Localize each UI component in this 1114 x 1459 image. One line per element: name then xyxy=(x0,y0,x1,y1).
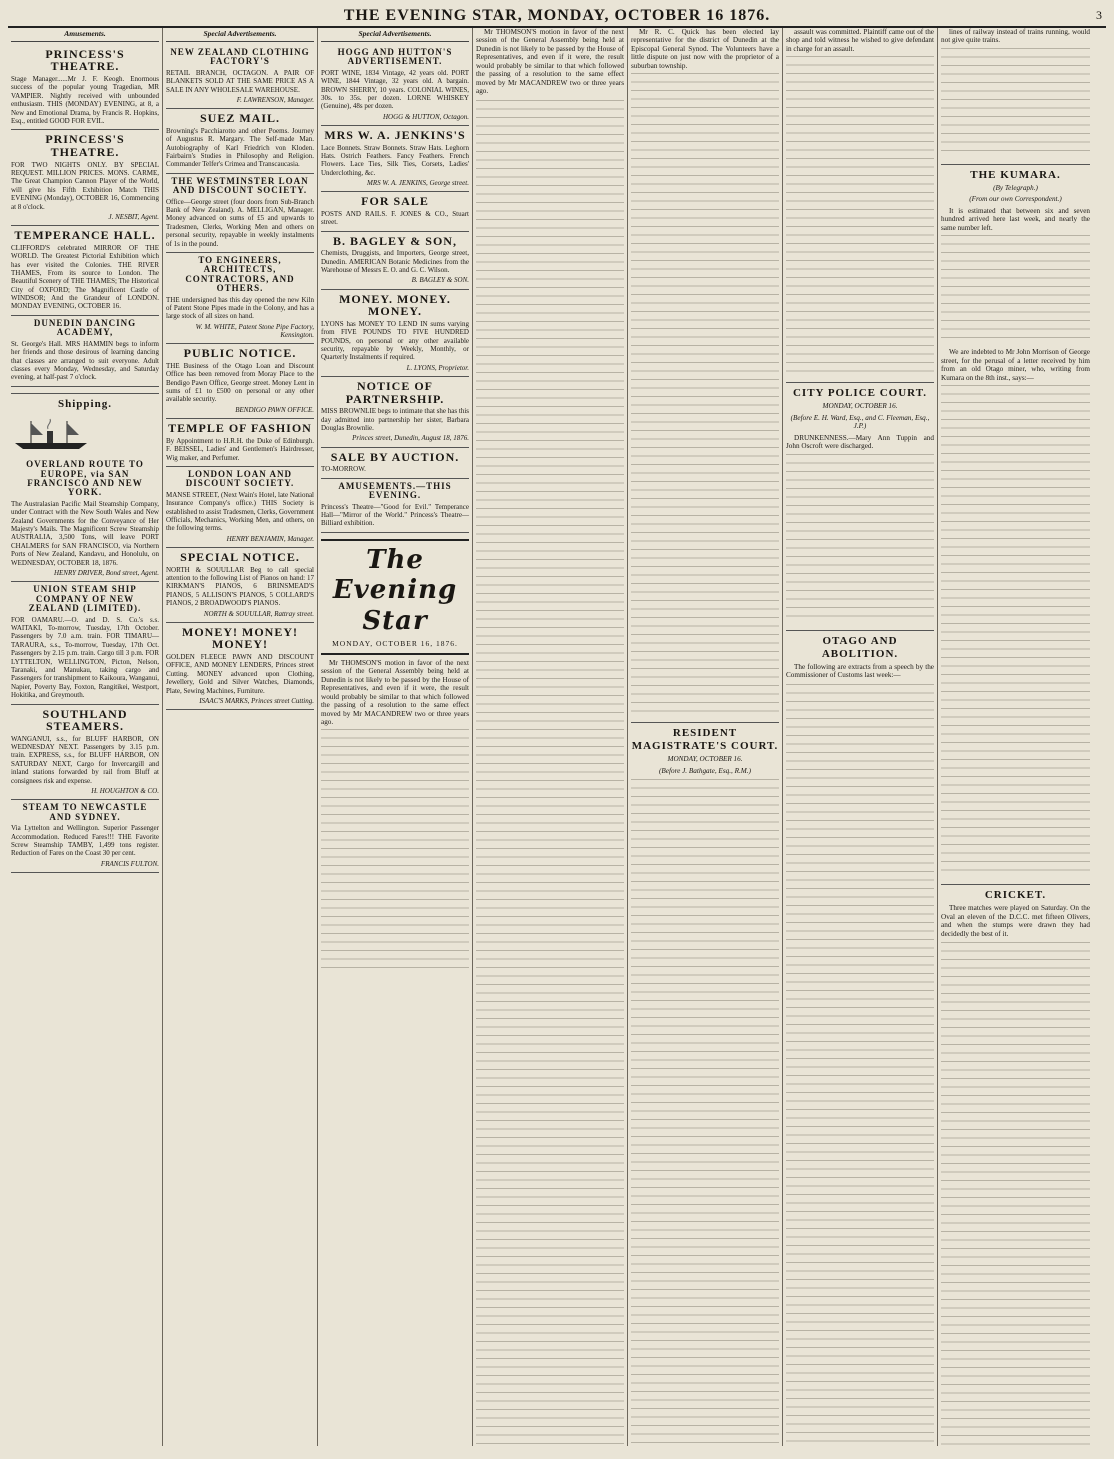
column-head: Special Advertisements. xyxy=(321,28,469,42)
section-heading: CRICKET. xyxy=(941,884,1090,902)
ad-heading: SPECIAL NOTICE. xyxy=(180,549,300,564)
column-head: Amusements. xyxy=(11,28,159,42)
ad-body: Stage Manager......Mr J. F. Keogh. Enormous success of the popular young Tragedian, MR VAMPIER. Nightly received with unbounded enthusiasm. THIS (MONDAY) EVENING, at 8, a New and Emotional Drama, by Francis R. Hopkins, Esq., entitled GOOD FOR EVIL. xyxy=(11,75,159,125)
ad-heading: THE WESTMINSTER LOAN AND DISCOUNT SOCIETY. xyxy=(171,175,309,196)
ad-signature: HOGG & HUTTON, Octagon. xyxy=(382,112,469,121)
advertisement xyxy=(166,45,314,109)
ad-body: By Appointment to H.R.H. the Duke of Edinburgh. F. BEISSEL, Ladies' and Gentlemen's Hairdresser, Wig maker, and Perfumer. xyxy=(166,436,314,462)
column-head: Special Advertisements. xyxy=(166,28,314,42)
ad-heading: MRS W. A. JENKINS'S xyxy=(324,127,466,142)
ad-signature: ISAAC'S MARKS, Princes street Cutting. xyxy=(199,696,314,705)
advertisement xyxy=(11,705,159,801)
column-amusements xyxy=(8,28,163,1446)
article-text-lines xyxy=(786,454,934,624)
section-heading: CITY POLICE COURT. xyxy=(786,382,934,400)
advertisement xyxy=(11,226,159,316)
ad-heading: TEMPERANCE HALL. xyxy=(14,228,156,243)
ad-heading: OVERLAND ROUTE TO EUROPE, via SAN FRANCISCO AND NEW YORK. xyxy=(26,459,144,498)
ad-body: LYONS has MONEY TO LEND IN sums varying from FIVE POUNDS TO FIVE HUNDRED POUNDS, on personal or any other available security, repayable by Weekly, Monthly, or Quarterly Instalments if required. xyxy=(321,319,469,362)
advertisement xyxy=(11,582,159,704)
article-text-lines xyxy=(941,942,1090,1446)
ad-heading: SALE BY AUCTION. xyxy=(330,449,460,464)
article-paragraph: Mr THOMSON'S motion in favor of the next session of the General Assembly being held at Dunedin is not likely to be passed by the House of Representatives, and even if it were, the result would probably be similar to that which followed the passing of a resolution to the same effect moved by Mr MACANDREW two or three years ago. xyxy=(476,28,624,96)
article-text-lines xyxy=(941,48,1090,158)
masthead xyxy=(8,6,1106,28)
advertisement xyxy=(11,800,159,873)
ad-signature: MRS W. A. JENKINS, George street. xyxy=(367,179,469,188)
ad-body: Office—George street (four doors from Sub-Branch Bank of New Zealand). A. MELLIGAN, Manager. Money advanced on sums of £5 and upwards to Tradesmen, Clerks, Working Men and others on personal security, repayable in weekly instalments of 1s in the pound. xyxy=(166,197,314,248)
ad-body: Lace Bonnets. Straw Bonnets. Straw Hats. Leghorn Hats. Ostrich Feathers. Fancy Feathers. French Flowers. Lace Ties, Silk Ties, Corsets, Ladies' Underclothing, &c. xyxy=(321,143,469,177)
section-subheading: MONDAY, OCTOBER 16. xyxy=(822,402,898,411)
advertisement xyxy=(321,45,469,126)
page-number: 3 xyxy=(1096,8,1102,22)
flag-name: The Evening Star xyxy=(332,544,458,637)
ad-heading: FOR SALE xyxy=(361,194,429,209)
ad-heading: NOTICE OF PARTNERSHIP. xyxy=(345,379,445,406)
section-subheading: MONDAY, OCTOBER 16. xyxy=(667,755,743,764)
column-special-ads-2 xyxy=(318,28,473,1446)
section-heading: RESIDENT MAGISTRATE'S COURT. xyxy=(631,722,779,753)
advertisement xyxy=(321,192,469,231)
advertisement xyxy=(166,109,314,174)
article-paragraph: We are indebted to Mr John Morrison of George street, for the perusal of a letter received by him from an old Otago miner, who, writing from Kumara on the 8th inst., says:— xyxy=(941,348,1090,382)
shipping-heading: Shipping. xyxy=(11,393,159,411)
ad-signature: FRANCIS FULTON. xyxy=(100,859,159,868)
ad-heading: PRINCESS'S THEATRE. xyxy=(45,46,125,74)
ad-signature: BENDIGO PAWN OFFICE. xyxy=(235,405,314,414)
advertisement xyxy=(11,457,159,582)
ad-signature: F. LAWRENSON, Manager. xyxy=(236,95,314,104)
advertisement xyxy=(166,419,314,467)
article-text-lines xyxy=(786,684,934,1446)
article-paragraph: The following are extracts from a speech by the Commissioner of Customs last week:— xyxy=(786,662,934,680)
ad-heading: PUBLIC NOTICE. xyxy=(183,346,297,361)
advertisement xyxy=(11,316,159,387)
ad-signature: Princes street, Dunedin, August 18, 1876. xyxy=(352,434,469,443)
ad-heading: NEW ZEALAND CLOTHING FACTORY'S xyxy=(170,46,310,67)
flag-date: MONDAY, OCTOBER 16, 1876. xyxy=(332,638,458,648)
article-text-lines xyxy=(786,56,934,376)
advertisement xyxy=(321,448,469,479)
ad-heading: UNION STEAM SHIP COMPANY OF NEW ZEALAND (LIMITED). xyxy=(28,584,142,614)
newspaper-page xyxy=(8,6,1106,1447)
advertisement xyxy=(166,253,314,344)
ad-body: POSTS AND RAILS. F. JONES & CO., Stuart street. xyxy=(321,209,469,227)
article-paragraph: DRUNKENNESS.—Mary Ann Tuppin and John Oscroft were discharged. xyxy=(786,433,934,451)
article-paragraph: assault was committed. Plaintiff came out of the shop and told witness he wished to give defendant in charge for an assault. xyxy=(786,28,934,53)
ad-body: GOLDEN FLEECE PAWN AND DISCOUNT OFFICE, AND MONEY LENDERS, Princes street Cutting. MONEY advanced upon Clothing, Jewellery, Gold and Silver Watches, Diamonds, Plate, Sewing Machines, Furniture. xyxy=(166,652,314,695)
advertisement xyxy=(166,174,314,253)
ad-body: FOR TWO NIGHTS ONLY. BY SPECIAL REQUEST. MILLION PRICES. MONS. CARME, The Great Champion Cannon Player of the World, will give his Fifth Exhibition Match THIS EVENING (Monday), OCTOBER 16, Commencing at 8 o'clock. xyxy=(11,160,159,211)
advertisement xyxy=(166,467,314,548)
article-paragraph: Three matches were played on Saturday. On the Oval an eleven of the D.C.C. met fifteen Olivers, and when the stumps were drawn they had decidedly the best of it. xyxy=(941,904,1090,938)
ad-body: TO-MORROW. xyxy=(321,465,366,474)
advertisement xyxy=(321,232,469,290)
article-text-lines xyxy=(631,779,779,1446)
section-subheading: (Before J. Bathgate, Esq., R.M.) xyxy=(659,766,751,775)
article-text-lines xyxy=(941,385,1090,705)
advertisement xyxy=(321,377,469,448)
advertisement xyxy=(321,290,469,377)
advertisement xyxy=(166,548,314,623)
ad-heading: SOUTHLAND STEAMERS. xyxy=(42,706,128,734)
article-text-lines xyxy=(476,100,624,1446)
ad-body: FOR OAMARU.—O. and D. S. Co.'s s.s. WAITAKI, To-morrow, Tuesday, 17th October. Passengers by 7.0 a.m. train. FOR TIMARU—TARAURA, s.s., To-morrow, Tuesday, 17th Oct. Passengers by 2.15 p.m. train. Cargo till 3 p.m. FOR LYTTELTON, WELLINGTON, Picton, Nelson, Taranaki, and Manukau, taking cargo and Passengers for transhipment to Kaikoura, Wanganui, Napier, Poverty Bay, Foxton, Rangitikei, Westport, Hokitika, and Greymouth. xyxy=(11,615,159,700)
section-subheading: (From our own Correspondent.) xyxy=(969,195,1062,204)
ad-signature: HENRY DRIVER, Bond street, Agent. xyxy=(53,569,159,578)
advertisement xyxy=(166,344,314,419)
article-text-lines xyxy=(321,729,469,969)
ad-body: MANSE STREET, (Next Wain's Hotel, late National Insurance Company's office.) THIS Society is established to assist Tradesmen, Clerks, Government Officials, Mechanics, Working Men, and others, on the following terms. xyxy=(166,490,314,533)
ad-heading: PRINCESS'S THEATRE. xyxy=(45,132,125,159)
ad-signature: NORTH & SOUULLAR, Rattray street. xyxy=(203,609,314,618)
article-text-lines xyxy=(631,73,779,393)
ad-signature: H. HOUGHTON & CO. xyxy=(91,787,159,796)
ad-body: The Australasian Pacific Mail Steamship Company, under Contract with the New South Wales and New Zealand Governments for the Conveyance of Her Majesty's Mails. The Magnificent Screw Steamship AUSTRALIA, 3,500 Tons, will leave PORT CHALMERS for SAN FRANCISCO, via Northern Ports of New Zealand, Kandavu, and Honolulu, on WEDNESDAY, OCTOBER 18, 1876. xyxy=(11,499,159,567)
article-text-lines xyxy=(941,235,1090,345)
ad-body: NORTH & SOUULLAR Beg to call special attention to the following List of Pianos on hand: 17 KIRKMAN'S PIANOS, 6 BRINSMEAD'S PIANOS, 5 ALLISON'S PIANOS, 5 COLLARD'S PIANOS, 2 BROADWOOD'S PIANOS. xyxy=(166,565,314,608)
masthead-title: THE EVENING STAR, MONDAY, OCTOBER 16 1876. xyxy=(343,7,771,24)
advertisement xyxy=(321,479,469,533)
ad-heading: MONEY! MONEY! MONEY! xyxy=(182,624,298,652)
ad-body: THE undersigned has this day opened the new Kiln of Patent Stone Pipes made in the Colony, and has a large stock of all sizes on hand. xyxy=(166,295,314,321)
advertisement xyxy=(321,126,469,192)
section-heading: THE KUMARA. xyxy=(941,164,1090,182)
ad-heading: DUNEDIN DANCING ACADEMY, xyxy=(33,317,137,338)
ad-heading: AMUSEMENTS.—THIS EVENING. xyxy=(338,480,452,501)
ad-body: PORT WINE, 1834 Vintage, 42 years old. PORT WINE, 1844 Vintage, 32 years old. A bargain. BROWN SHERRY, 10 years. COLONIAL WINES, 30s. to 35s. per dozen. LORNE WHISKEY (Genuine), 48s per dozen. xyxy=(321,68,469,111)
leader-paragraph: Mr THOMSON'S motion in favor of the next session of the General Assembly being held at Dunedin is not likely to be passed by the House of Representatives, and even if it were, the result would probably be similar to that which followed the passing of a resolution to the same effect moved by Mr MACANDREW two or three years ago. xyxy=(321,658,469,726)
column-special-ads-1 xyxy=(163,28,318,1446)
ad-heading: TEMPLE OF FASHION xyxy=(168,421,312,436)
ship-illustration xyxy=(11,417,91,451)
ad-body: Chemists, Druggists, and Importers, George street, Dunedin. AMERICAN Botanic Medicines from the Warehouse of Messrs E. O. and G. C. Wilson. xyxy=(321,249,469,275)
article-paragraph: Mr R. C. Quick has been elected lay representative for the district of Dunedin at the Episcopal General Synod. The Volunteers have a little dispute on just now with the proprietor of a suburban township. xyxy=(631,28,779,70)
ad-heading: SUEZ MAIL. xyxy=(199,111,280,126)
ad-signature: J. NESBIT, Agent. xyxy=(108,212,159,221)
ad-body: WANGANUI, s.s., for BLUFF HARBOR, ON WEDNESDAY NEXT. Passengers by 3.15 p.m. train. EXPRESS, s.s., for BLUFF HARBOR, ON SATURDAY NEXT, Cargo for Invercargill and inland stations forwarded by rail from Bluff at consignees risk and expense. xyxy=(11,734,159,785)
ad-heading: B. BAGLEY & SON, xyxy=(333,233,457,248)
ad-heading: TO ENGINEERS, ARCHITECTS, CONTRACTORS, AND OTHERS. xyxy=(185,254,295,294)
article-paragraph: It is estimated that between six and seven hundred arrived here last week, and nearly the same number left. xyxy=(941,206,1090,232)
article-text-lines xyxy=(941,708,1090,878)
ad-body: CLIFFORD'S celebrated MIRROR OF THE WORLD. The Greatest Pictorial Exhibition which has ever visited the Colonies. THE RIVER THAMES, From its source to London. The Beautiful Scenery of THE THAMES; The Historical City of OXFORD; The Magnificent Castle of WINDSOR; And the Grandeur of LONDON. MONDAY EVENING, OCTOBER 16. xyxy=(11,243,159,311)
ad-body: Princess's Theatre—"Good for Evil." Temperance Hall—"Mirror of the World." Princess's Theatre—Billiard exhibition. xyxy=(321,502,469,528)
newspaper-flag xyxy=(321,539,469,655)
ad-body: Browning's Pacchiarotto and other Poems. Journey of Augustus R. Margary. The Self-made Man. Autobiography of Karl Friedrich von Kloden. Fairbairn's Studies in Philosophy and Religion. Commander Telfer's Crimea and Transcaucasia. xyxy=(166,126,314,169)
advertisement xyxy=(11,130,159,226)
ad-signature: B. BAGLEY & SON. xyxy=(411,276,469,285)
column-news-2 xyxy=(628,28,783,1446)
ad-heading: HOGG AND HUTTON'S ADVERTISEMENT. xyxy=(337,46,453,67)
ad-body: Via Lyttelton and Wellington. Superior Passenger Accommodation. Reduced Fares!!! THE Favorite Screw Steamship TAMBY, 1,499 tons register. Reduction of Fares on the Coast 30 per cent. xyxy=(11,824,159,858)
section-subheading: (Before E. H. Ward, Esq., and C. Fleeman, Esq., J.P.) xyxy=(790,413,930,431)
ad-heading: STEAM TO NEWCASTLE AND SYDNEY. xyxy=(22,802,148,822)
column-news-1 xyxy=(473,28,628,1446)
section-subheading: (By Telegraph.) xyxy=(993,183,1038,192)
ad-heading: MONEY. MONEY. MONEY. xyxy=(339,291,451,319)
article-text-lines xyxy=(631,396,779,716)
advertisement xyxy=(166,623,314,710)
advertisement xyxy=(11,45,159,131)
column-news-4 xyxy=(938,28,1093,1446)
column-news-3 xyxy=(783,28,938,1446)
section-heading: OTAGO AND ABOLITION. xyxy=(786,630,934,661)
ad-body: RETAIL BRANCH, OCTAGON. A PAIR OF BLANKETS SOLD AT THE SAME PRICE AS A SALE IN ANY WHOLESALE WAREHOUSE. xyxy=(166,68,314,94)
ad-body: MISS BROWNLIE begs to intimate that she has this day admitted into partnership her sister, Barbara Douglas Brownlie. xyxy=(321,407,469,433)
columns xyxy=(8,28,1106,1446)
ad-heading: LONDON LOAN AND DISCOUNT SOCIETY. xyxy=(185,468,295,489)
article-paragraph: lines of railway instead of trains running, would not give quite trains. xyxy=(941,28,1090,45)
ad-signature: W. M. WHITE, Patent Stone Pipe Factory, Kensington. xyxy=(195,322,314,340)
ad-signature: HENRY BENJAMIN, Manager. xyxy=(226,534,314,543)
ad-body: THE Business of the Otago Loan and Discount Office has been removed from Moray Place to the Bendigo Pawn Office, George street. Money Lent in sums of £1 to £500 on personal or any other available security. xyxy=(166,361,314,404)
ad-signature: L. LYONS, Proprietor. xyxy=(406,363,469,372)
ad-body: St. George's Hall. MRS HAMMIN begs to inform her friends and those desirous of learning dancing that classes are arranged to suit everyone. Adult classes every Monday, Wednesday, and Saturday evening, at half-past 7 o'clock. xyxy=(11,339,159,382)
